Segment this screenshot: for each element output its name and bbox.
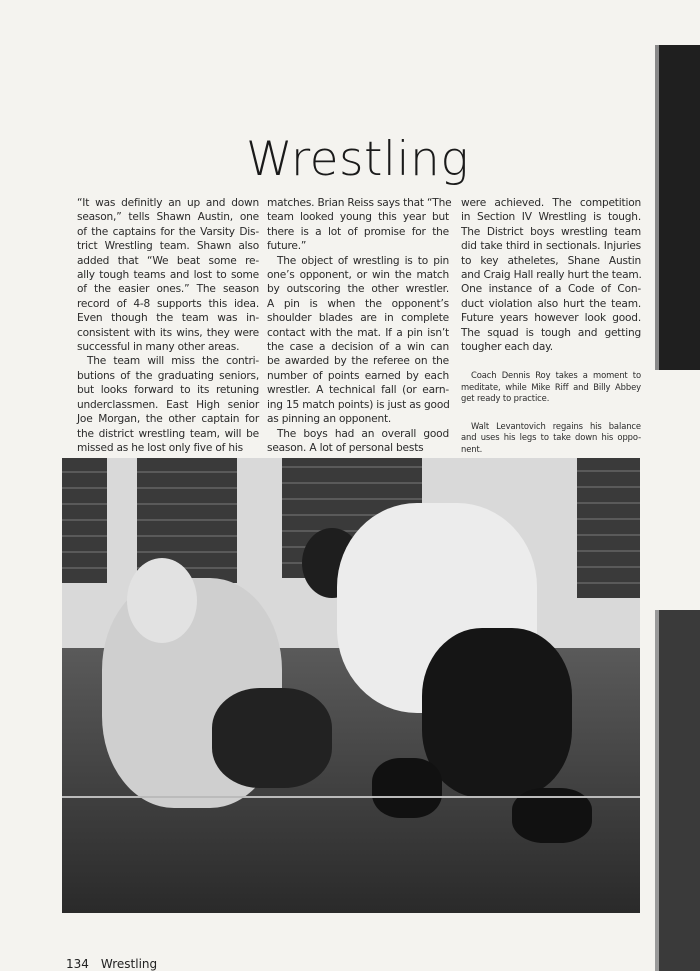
text-line: tougher each day. (461, 341, 553, 354)
photo-caption (461, 370, 641, 405)
text-line: one’s opponent, or win the match (267, 269, 449, 282)
text-line: contact with the mat. If a pin isn’t (267, 326, 449, 339)
text-line: future.” (267, 240, 307, 253)
text-line: ally tough teams and lost to some (77, 269, 259, 282)
text-line: consistent with its wins, they were (77, 326, 259, 339)
text-line: Future years however look good. (461, 312, 641, 325)
text-line: Even though the team was in- (77, 312, 259, 325)
text-line: in Section IV Wrestling is tough. (461, 211, 641, 224)
article-column-2 (267, 196, 452, 455)
text-line: there is a lot of promise for the (267, 225, 449, 238)
text-line: of the easier ones.” The season (77, 283, 259, 296)
adjacent-page-photo-bottom (655, 610, 700, 971)
article-column-3 (461, 196, 641, 455)
text-line: were achieved. The competition (461, 197, 641, 209)
paragraph (267, 196, 452, 254)
text-line: A pin is when the opponent’s (267, 297, 449, 310)
paragraph (267, 254, 449, 427)
paragraph (77, 196, 259, 354)
text-line: season. A lot of personal bests (267, 441, 424, 454)
text-line: by outscoring the other wrestler. (267, 283, 449, 296)
text-line: be awarded by the referee on the (267, 355, 449, 368)
text-line: The boys had an overall good (277, 427, 449, 440)
adjacent-page-photo-top (655, 45, 700, 370)
text-line: trict Wrestling team. Shawn also (77, 240, 259, 253)
text-line: “It was definitly an up and down (77, 197, 259, 209)
text-line: added that “We beat some re- (77, 254, 259, 267)
text-line: record of 4-8 supports this idea. (77, 297, 259, 310)
text-line: Joe Morgan, the other captain for (77, 413, 259, 426)
text-line: the district wrestling team, will be (77, 427, 259, 440)
page-footer (66, 957, 169, 971)
text-line: season,” tells Shawn Austin, one (77, 211, 259, 224)
section-name: Wrestling (100, 957, 158, 971)
text-line: The object of wrestling is to pin (277, 254, 449, 267)
text-line: One instance of a Code of Con- (461, 283, 641, 296)
text-line: and uses his legs to take down his oppo- (461, 432, 641, 443)
page-number: 134 (66, 957, 89, 971)
photo-captions (461, 370, 641, 455)
text-line: Walt Levantovich regains his balance (471, 420, 641, 431)
text-line: as pinning an opponent. (267, 413, 392, 426)
text-line: get ready to practice. (461, 393, 550, 404)
text-line: duct violation also hurt the team. (461, 297, 641, 310)
text-line: shoulder blades are in complete (267, 312, 449, 325)
text-line: underclassmen. East High senior (77, 398, 259, 411)
photo-caption (461, 421, 641, 456)
paragraph (77, 354, 259, 455)
text-line: The squad is tough and getting (461, 326, 641, 339)
text-line: missed as he lost only five of his (77, 441, 243, 454)
text-line: The team will miss the contri- (87, 355, 259, 368)
text-line: did take third in sectionals. Injuries (461, 240, 641, 253)
text-line: of the captains for the Varsity Dis- (77, 225, 259, 238)
text-line: Coach Dennis Roy takes a moment to (471, 370, 641, 381)
text-line: and Craig Hall really hurt the team. (461, 269, 642, 282)
text-line: number of points earned by each (267, 369, 449, 382)
text-line: but looks forward to its retuning (77, 384, 259, 397)
text-line: wrestler. A technical fall (or earn- (267, 384, 449, 397)
text-line: successful in many other areas. (77, 341, 240, 354)
wrestling-photo (62, 458, 640, 913)
text-line: nent. (461, 443, 483, 454)
text-line: to key atheletes, Shane Austin (461, 254, 641, 267)
text-line: The District boys wrestling team (461, 225, 641, 238)
text-line: meditate, while Mike Riff and Billy Abbey (461, 381, 641, 392)
text-line: team looked young this year but (267, 211, 449, 224)
page-title: Wrestling (245, 132, 470, 187)
article-column-1 (77, 196, 259, 455)
paragraph (461, 196, 641, 354)
paragraph (267, 427, 449, 456)
text-line: matches. Brian Reiss says that “The (267, 197, 452, 209)
text-line: the case a decision of a win can (267, 341, 449, 354)
text-line: butions of the graduating seniors, (77, 369, 259, 382)
text-line: ing 15 match points) is just as good (267, 398, 450, 411)
